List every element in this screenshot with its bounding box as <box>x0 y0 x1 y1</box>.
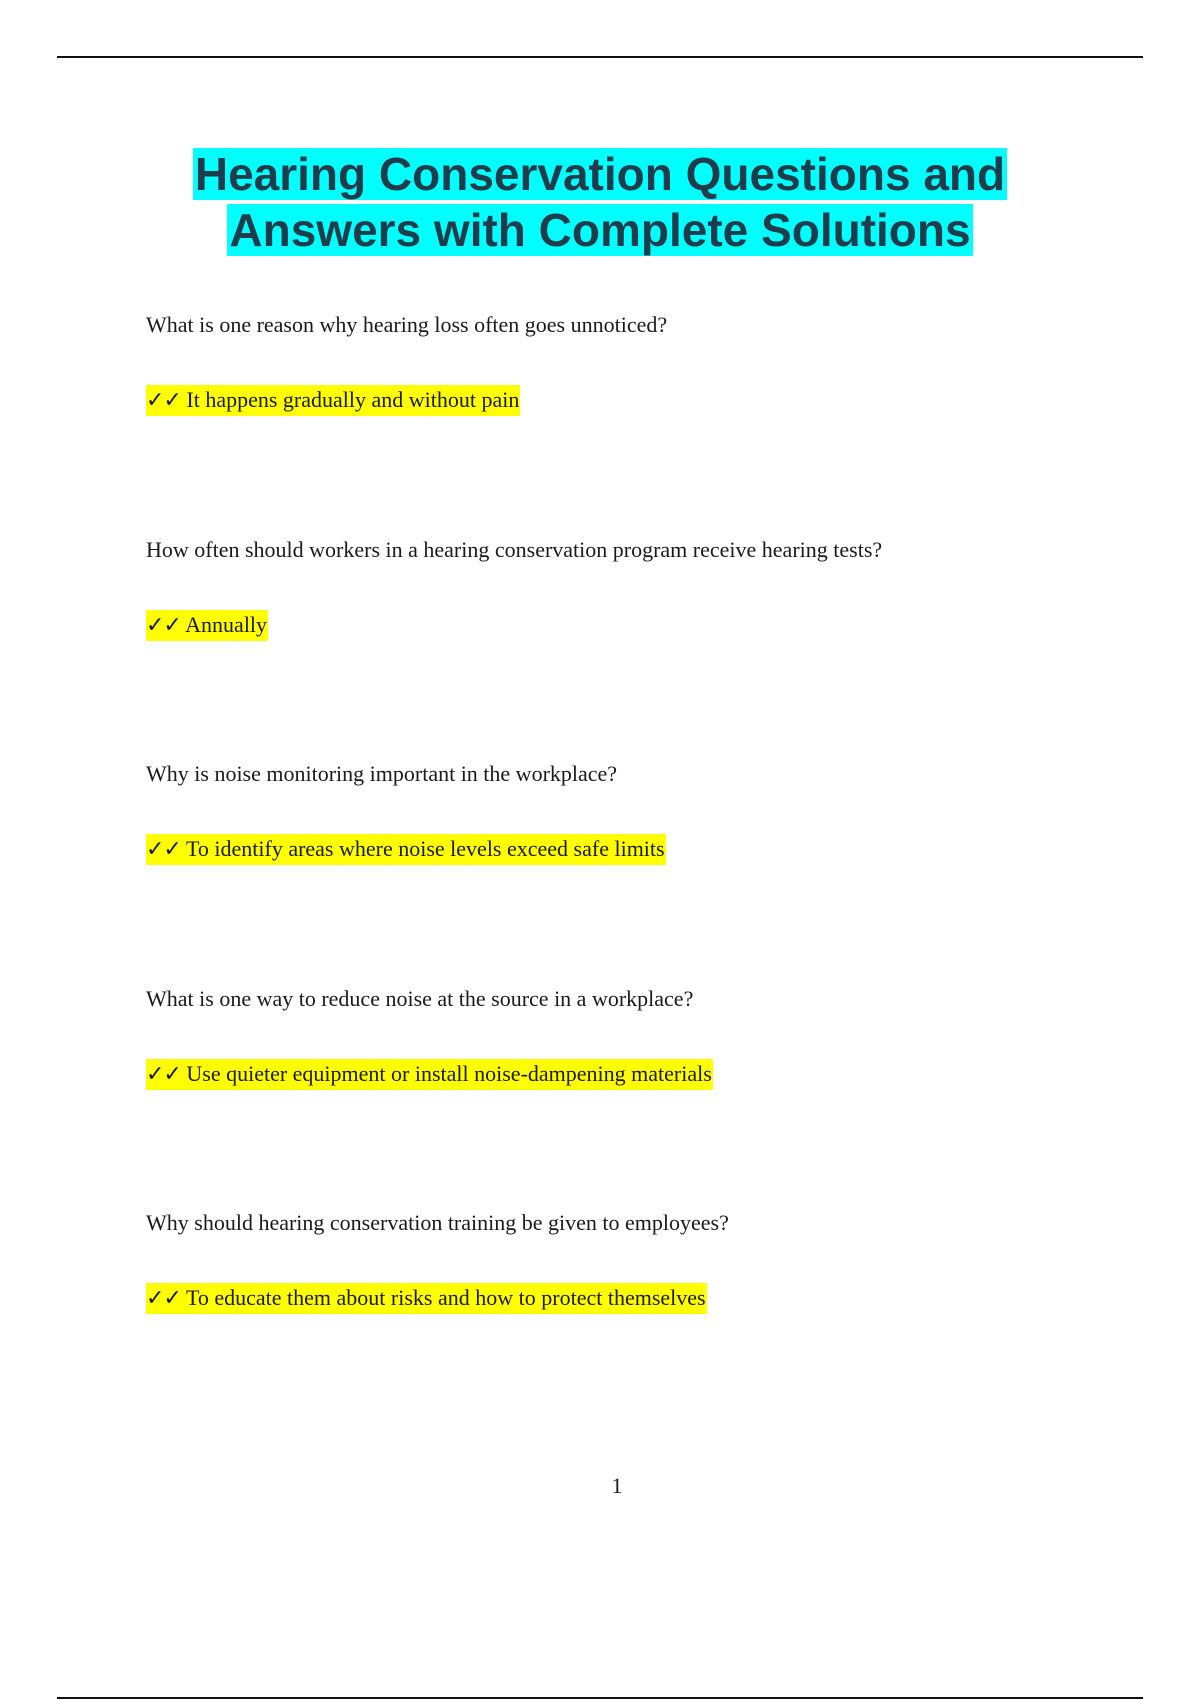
answer-text <box>146 1060 713 1089</box>
double-check-icon: ✓✓ <box>146 837 181 862</box>
answer-highlight <box>146 1059 713 1090</box>
qa-item <box>146 760 1146 862</box>
page-number: 1 <box>611 1473 623 1498</box>
answer-highlight <box>146 610 268 641</box>
answer-text <box>146 835 666 864</box>
top-rule <box>57 56 1143 58</box>
double-check-icon: ✓✓ <box>146 1286 181 1311</box>
answer-label: To educate them about risks and how to protect themselves <box>185 1285 706 1310</box>
question-text: Why should hearing conservation training be given to employees? <box>146 1210 729 1235</box>
answer-highlight <box>146 385 520 416</box>
answer-text <box>146 1284 707 1313</box>
answer-text <box>146 611 268 640</box>
question-text: What is one reason why hearing loss often goes unnoticed? <box>146 312 668 337</box>
question-text: What is one way to reduce noise at the source in a workplace? <box>146 986 694 1011</box>
document-title <box>0 146 1200 258</box>
bottom-rule <box>57 1697 1143 1699</box>
answer-text <box>146 386 520 415</box>
answer-label: To identify areas where noise levels exceed safe limits <box>185 836 665 861</box>
question-text: Why is noise monitoring important in the workplace? <box>146 761 618 786</box>
title-line-2: Answers with Complete Solutions <box>229 204 971 256</box>
answer-label: Use quieter equipment or install noise-dampening materials <box>186 1061 712 1086</box>
title-line-1: Hearing Conservation Questions and <box>194 148 1006 200</box>
qa-item <box>146 985 1146 1087</box>
double-check-icon: ✓✓ <box>146 613 181 638</box>
double-check-icon: ✓✓ <box>146 1062 181 1087</box>
double-check-icon: ✓✓ <box>146 388 181 413</box>
answer-highlight <box>146 834 666 865</box>
qa-item <box>146 1209 1146 1311</box>
qa-item <box>146 311 1146 413</box>
question-text: How often should workers in a hearing conservation program receive hearing tests? <box>146 537 883 562</box>
answer-label: Annually <box>185 612 268 637</box>
answer-label: It happens gradually and without pain <box>186 387 520 412</box>
qa-item <box>146 536 1146 638</box>
answer-highlight <box>146 1283 707 1314</box>
